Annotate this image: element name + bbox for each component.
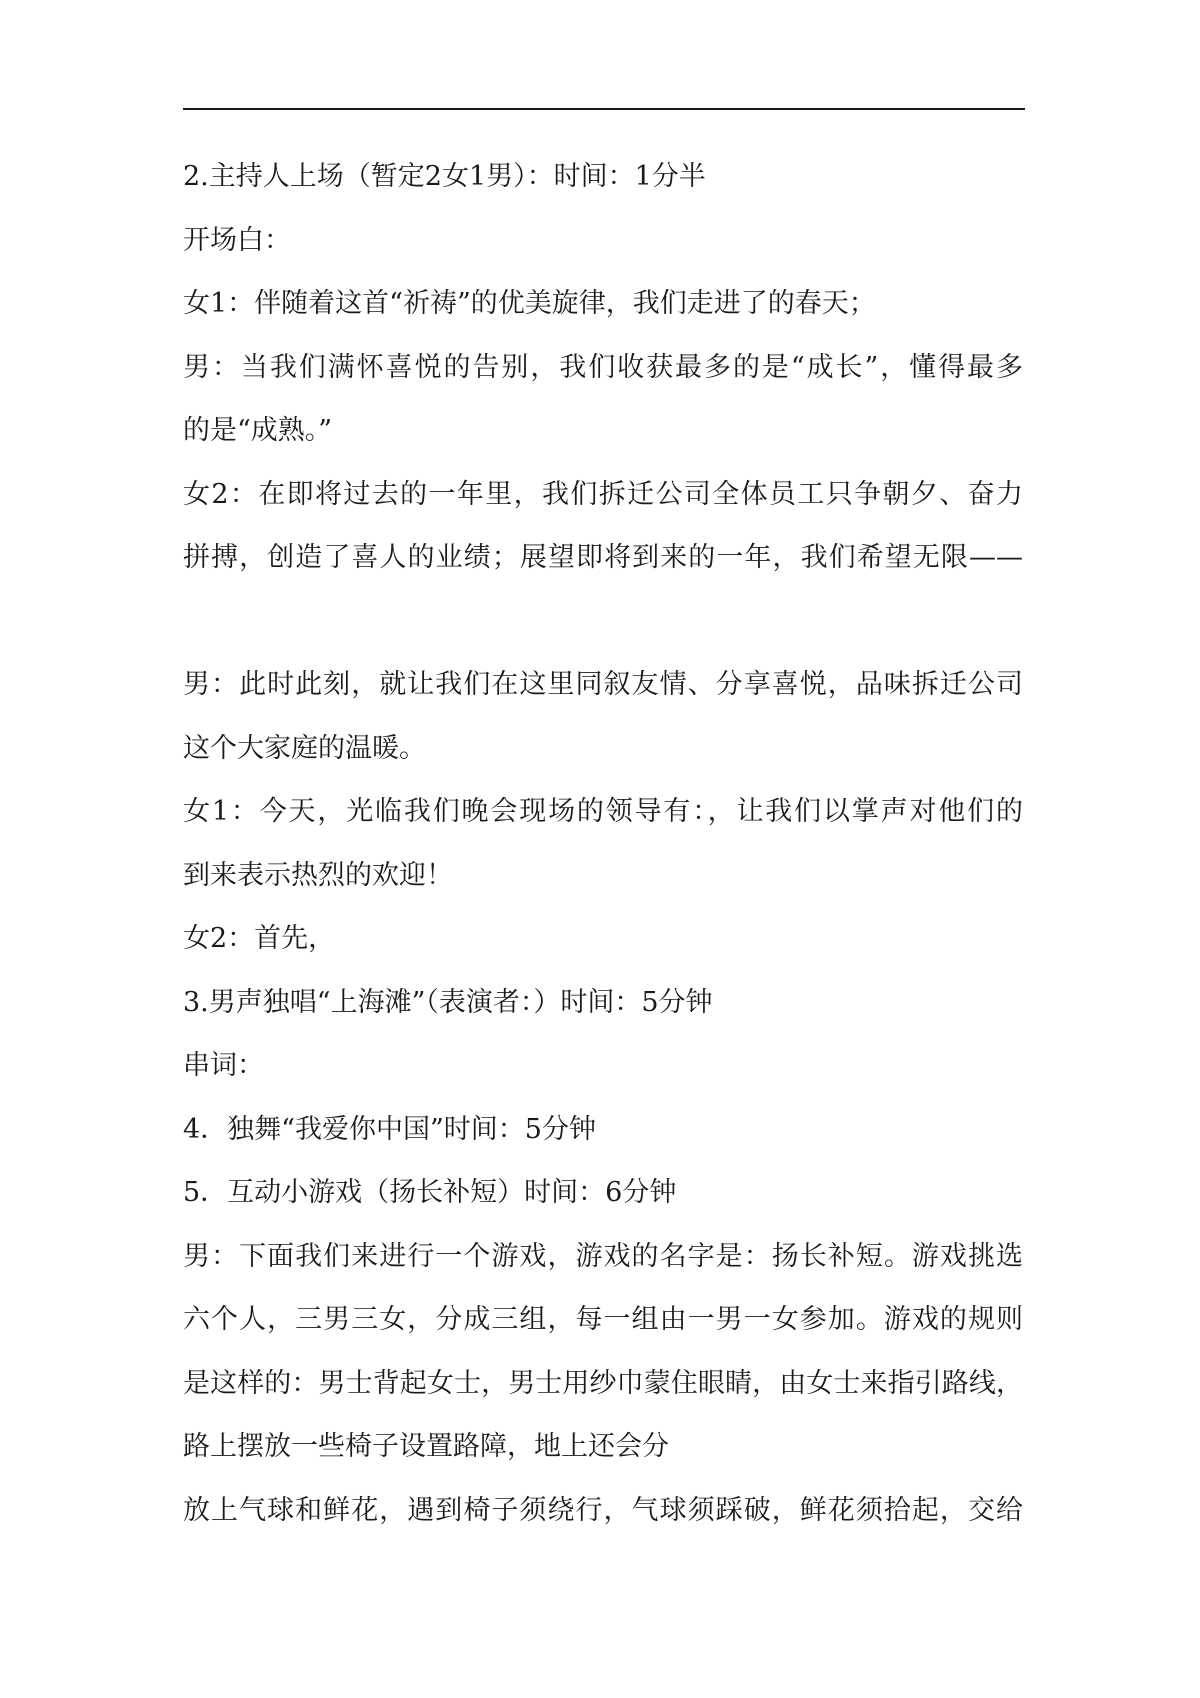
- text-line-1: 2.主持人上场（暂定2女1男）：时间：1分半: [183, 161, 706, 192]
- text-line-9: 男：此时此刻，就让我们在这里同叙友情、分享喜悦，品味拆迁公司: [183, 669, 1023, 700]
- text-line-2: 开场白：: [183, 224, 291, 256]
- text-line-5: 的是“成熟。”: [183, 415, 333, 446]
- text-line-13: 女2：首先，: [183, 923, 336, 954]
- text-line-21: 路上摆放一些椅子设置路障，地上还会分: [183, 1431, 669, 1462]
- text-line-12: 到来表示热烈的欢迎！: [183, 859, 453, 891]
- text-line-17: 5．互动小游戏（扬长补短）时间：6分钟: [183, 1177, 677, 1208]
- text-line-22: 放上气球和鲜花，遇到椅子须绕行，气球须踩破，鲜花须拾起，交给: [183, 1494, 1023, 1526]
- text-line-20: 是这样的：男士背起女士，男士用纱巾蒙住眼睛，由女士来指引路线，: [183, 1367, 1023, 1399]
- text-line-7: 拼搏，创造了喜人的业绩；展望即将到来的一年，我们希望无限——: [183, 542, 1023, 573]
- text-line-11: 女1：今天，光临我们晚会现场的领导有：，让我们以掌声对他们的: [183, 796, 1023, 827]
- header-rule: [183, 108, 1025, 110]
- text-line-10: 这个大家庭的温暖。: [183, 732, 426, 764]
- text-line-18: 男：下面我们来进行一个游戏，游戏的名字是：扬长补短。游戏挑选: [183, 1240, 1023, 1272]
- text-line-6: 女2：在即将过去的一年里，我们拆迁公司全体员工只争朝夕、奋力: [183, 478, 1023, 510]
- text-line-15: 串词：: [183, 1050, 264, 1081]
- text-line-3: 女1：伴随着这首“祈祷”的优美旋律，我们走进了的春天；: [183, 288, 876, 319]
- text-line-16: 4．独舞“我爱你中国”时间：5分钟: [183, 1113, 596, 1145]
- blank-line: [183, 590, 1023, 654]
- document-body: [183, 145, 1023, 1542]
- text-line-19: 六个人，三男三女，分成三组，每一组由一男一女参加。游戏的规则: [183, 1304, 1023, 1335]
- text-line-14: 3.男声独唱“上海滩”（表演者：）时间：5分钟: [183, 986, 713, 1018]
- text-line-4: 男：当我们满怀喜悦的告别，我们收获最多的是“成长”，懂得最多: [183, 351, 1023, 383]
